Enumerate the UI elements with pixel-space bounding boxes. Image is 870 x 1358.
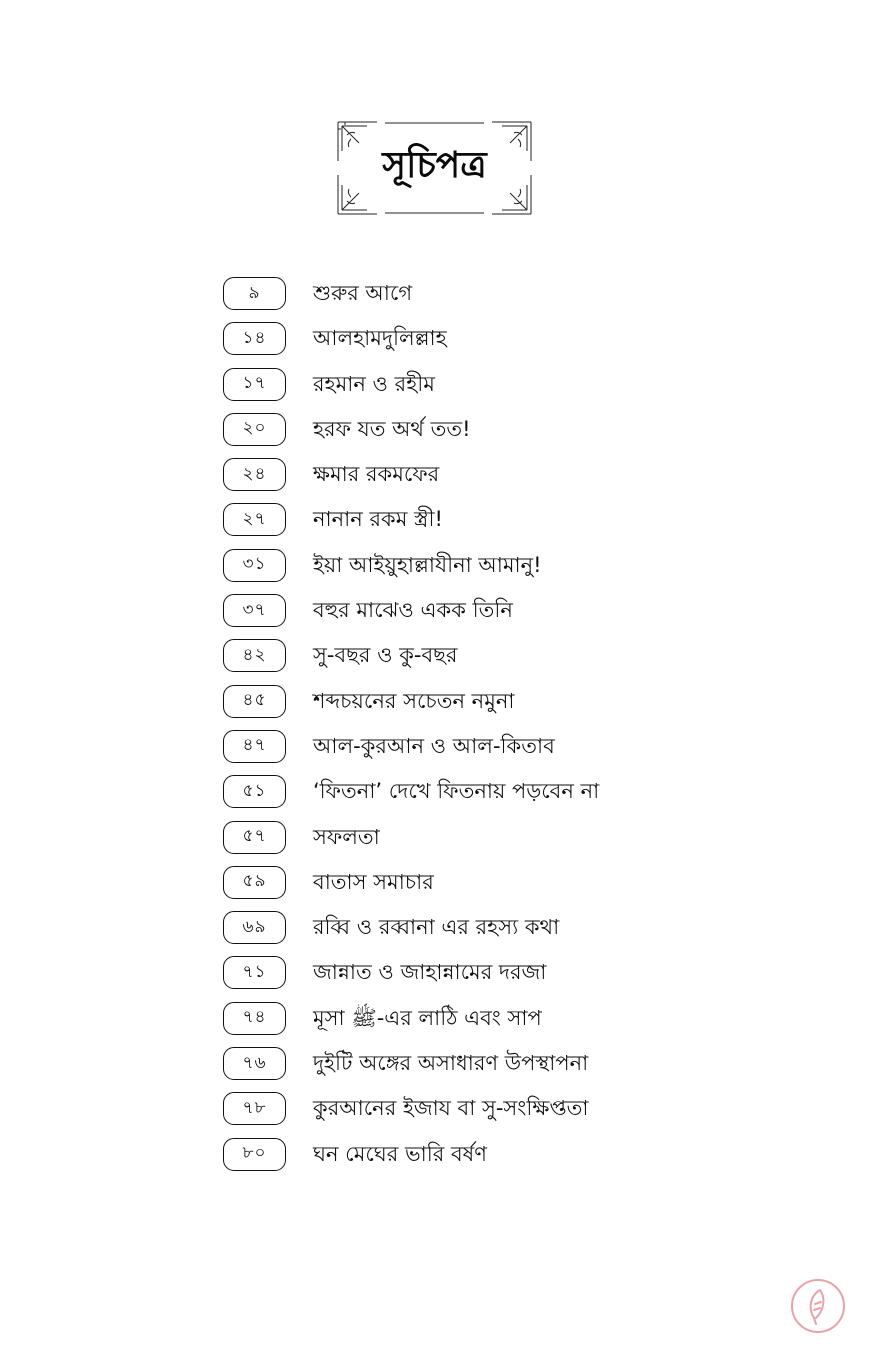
toc-entry-title: ‘ফিতনা’ দেখে ফিতনায় পড়বেন না — [313, 779, 600, 804]
page-number-badge: ৭১ — [223, 956, 286, 989]
toc-entry-title: আলহামদুলিল্লাহ — [313, 326, 447, 351]
toc-entry-title: ইয়া আইয়ুহাল্লাযীনা আমানু! — [313, 552, 542, 577]
toc-entry[interactable] — [223, 273, 783, 318]
page-number-badge: ২৪ — [223, 458, 286, 491]
toc-entry[interactable] — [223, 726, 783, 771]
page-number-badge: ৯ — [223, 277, 286, 310]
page-number-badge: ২৭ — [223, 503, 286, 536]
page-number-badge: ১৪ — [223, 322, 286, 355]
toc-entry-title: বহুর মাঝেও একক তিনি — [313, 598, 513, 623]
toc-entry-title: নানান রকম স্ত্রী! — [313, 507, 443, 532]
page-number-badge: ৪২ — [223, 639, 286, 672]
toc-entry-title: ঘন মেঘের ভারি বর্ষণ — [313, 1141, 487, 1166]
toc-entry-title: সফলতা — [313, 824, 380, 849]
toc-entry-title: আল-কুরআন ও আল-কিতাব — [313, 733, 555, 758]
page-number-badge: ৫১ — [223, 775, 286, 808]
toc-entry[interactable] — [223, 454, 783, 499]
toc-entry-title: হরফ যত অর্থ তত! — [313, 416, 471, 441]
toc-entry-title: বাতাস সমাচার — [313, 869, 434, 894]
toc-entry[interactable] — [223, 771, 783, 816]
page-number-badge: ৩৭ — [223, 594, 286, 627]
page-number-badge: ২০ — [223, 413, 286, 446]
toc-entry[interactable] — [223, 635, 783, 680]
page-number-badge: ৬৯ — [223, 911, 286, 944]
toc-entry[interactable] — [223, 1088, 783, 1133]
toc-entry-title: দুইটি অঙ্গের অসাধারণ উপস্থাপনা — [313, 1051, 589, 1076]
page-number-badge: ৭৮ — [223, 1092, 286, 1125]
page-number-badge: ৩১ — [223, 549, 286, 582]
page-number-badge: ৭৪ — [223, 1002, 286, 1035]
toc-entry[interactable] — [223, 499, 783, 544]
toc-entry-title: ক্ষমার রকমফের — [313, 462, 440, 487]
toc-entry-title: শুরুর আগে — [313, 281, 413, 305]
page-number-badge: ১৭ — [223, 368, 286, 401]
toc-entry[interactable] — [223, 952, 783, 997]
toc-entry[interactable] — [223, 1134, 783, 1179]
toc-entry[interactable] — [223, 318, 783, 363]
toc-entry-title: শব্দচয়নের সচেতন নমুনা — [313, 688, 515, 713]
table-of-contents — [223, 273, 783, 1179]
page-number-badge: ৪৭ — [223, 730, 286, 763]
page-number-badge: ৫৯ — [223, 866, 286, 899]
toc-entry[interactable] — [223, 590, 783, 635]
page-number-badge: ৮০ — [223, 1138, 286, 1171]
toc-entry-title: কুরআনের ইজায বা সু-সংক্ষিপ্ততা — [313, 1096, 589, 1121]
toc-entry[interactable] — [223, 1043, 783, 1088]
page-number-badge: ৭৬ — [223, 1047, 286, 1080]
toc-entry-title: সু-বছর ও কু-বছর — [313, 643, 458, 668]
title-ornamental-frame — [337, 121, 532, 215]
toc-entry[interactable] — [223, 681, 783, 726]
toc-entry[interactable] — [223, 998, 783, 1043]
toc-entry-title: মূসা ﷺ-এর লাঠি এবং সাপ — [313, 1005, 542, 1030]
toc-entry[interactable] — [223, 817, 783, 862]
toc-entry[interactable] — [223, 545, 783, 590]
toc-entry[interactable] — [223, 862, 783, 907]
quill-pen-logo-icon — [790, 1278, 846, 1334]
page-number-badge: ৪৫ — [223, 685, 286, 718]
toc-entry[interactable] — [223, 409, 783, 454]
page-number-badge: ৫৭ — [223, 821, 286, 854]
toc-entry[interactable] — [223, 364, 783, 409]
toc-entry-title: জান্নাত ও জাহান্নামের দরজা — [313, 960, 547, 985]
page-title: সূচিপত্র — [382, 144, 487, 186]
toc-entry[interactable] — [223, 907, 783, 952]
toc-entry-title: রহমান ও রহীম — [313, 371, 435, 396]
toc-entry-title: রব্বি ও রব্বানা এর রহস্য কথা — [313, 915, 560, 940]
